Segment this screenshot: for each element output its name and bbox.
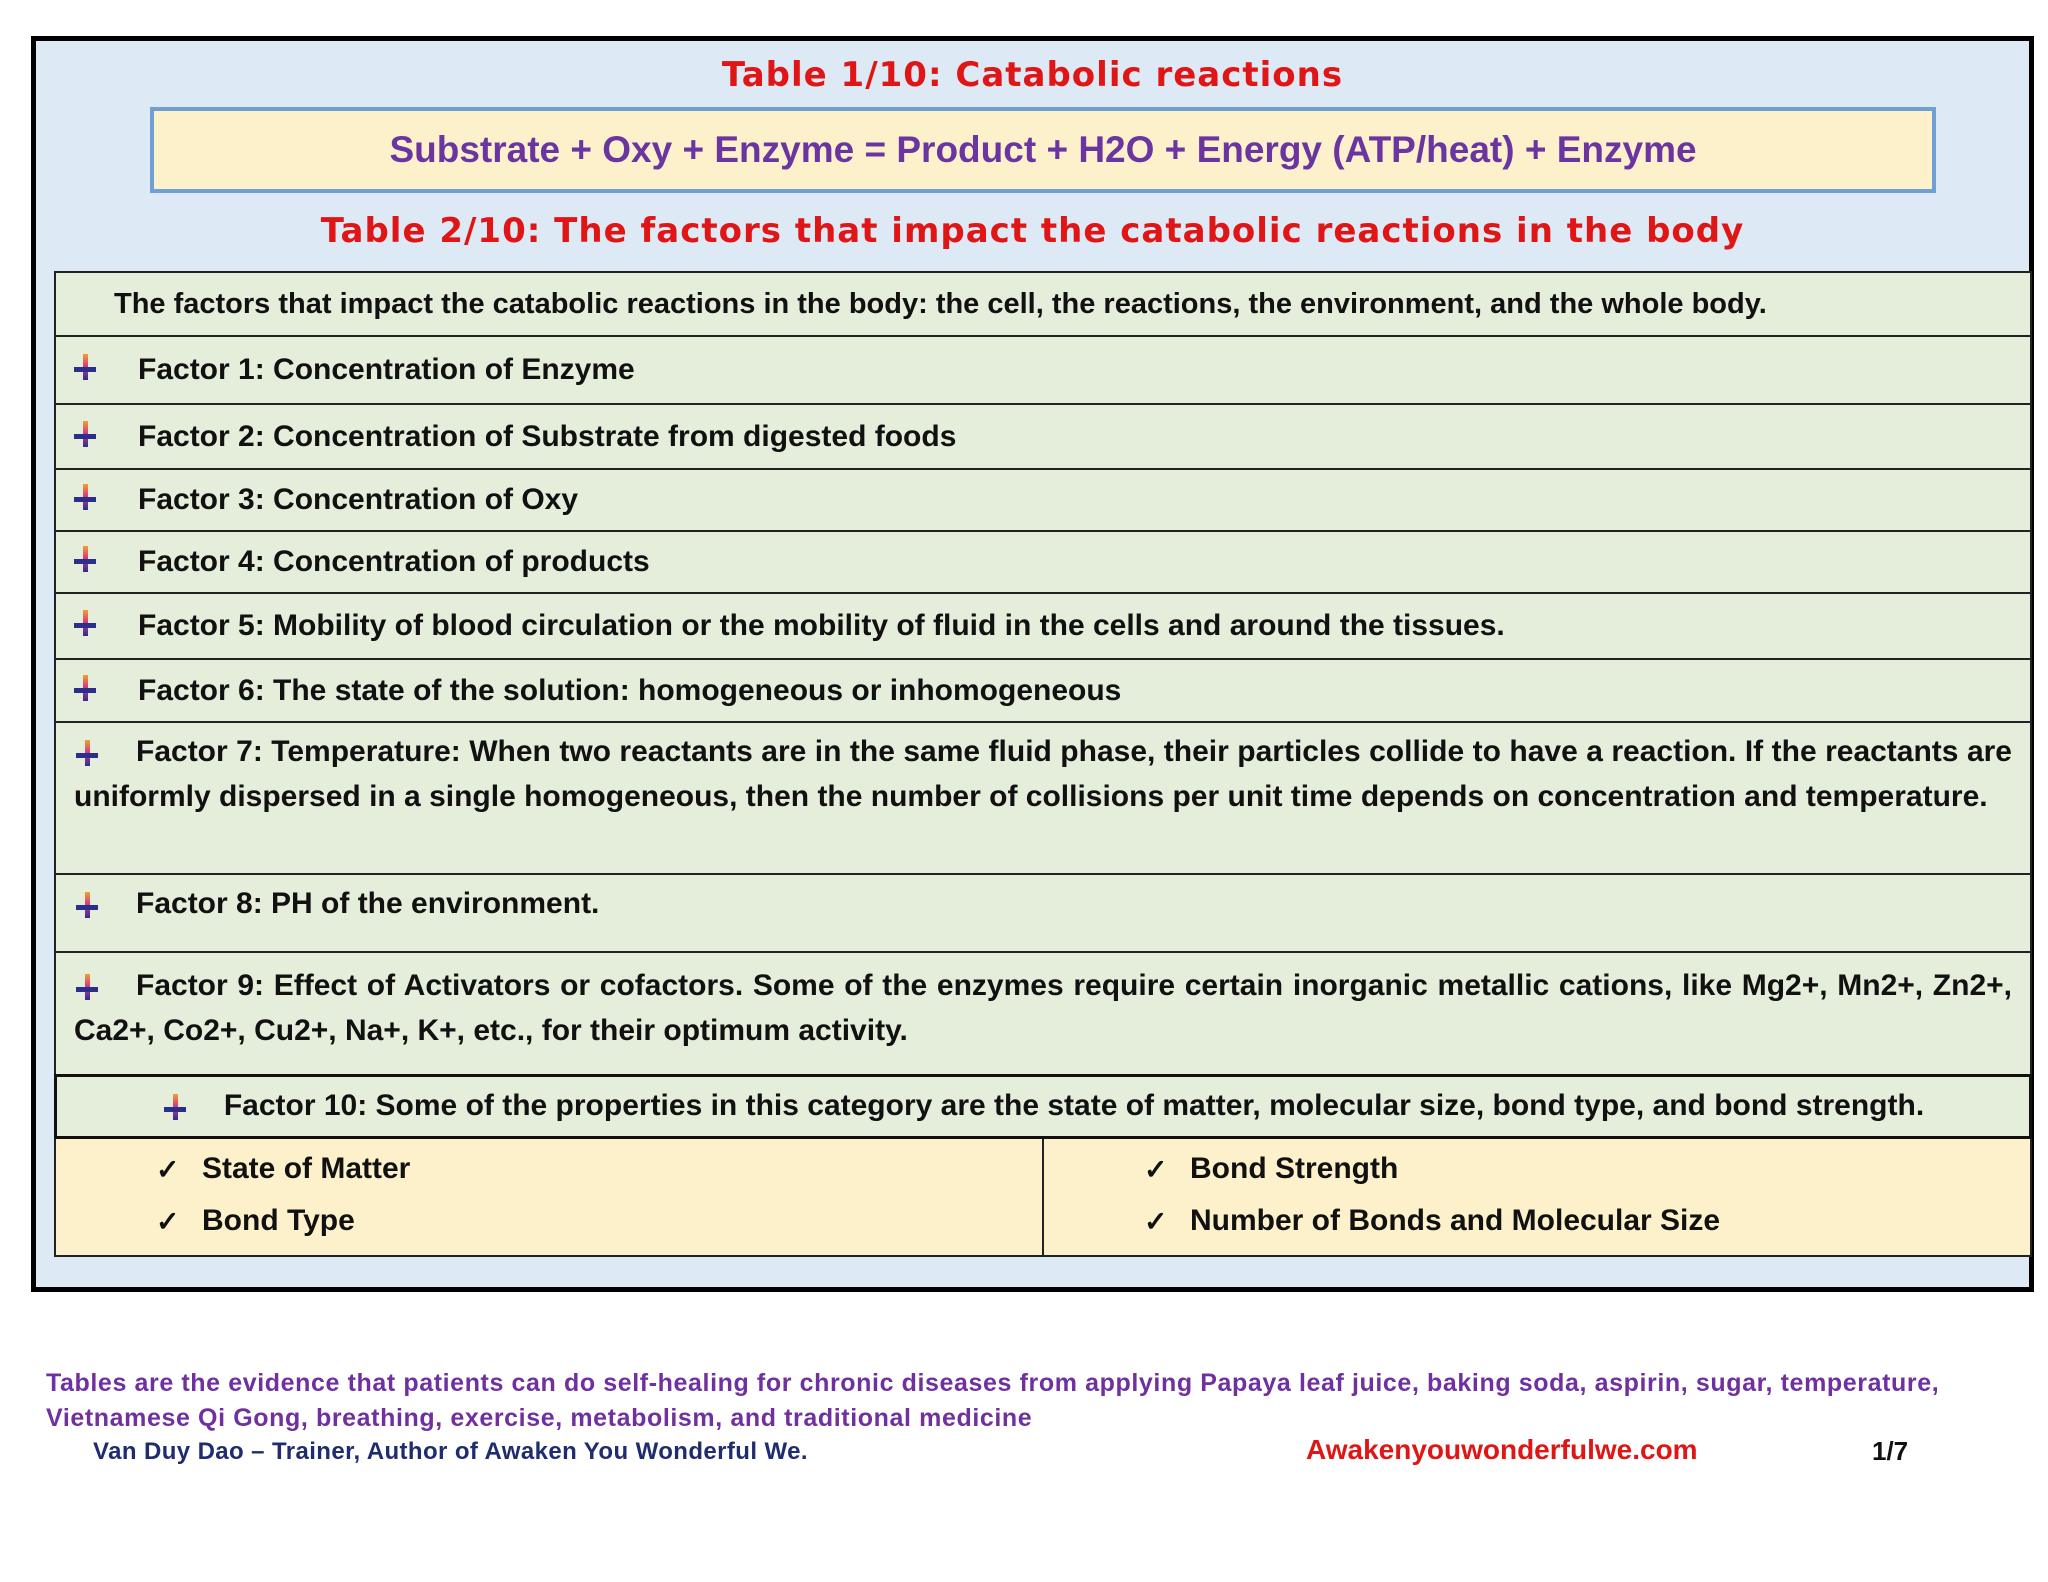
intro-row <box>56 273 2030 337</box>
bullet-icon <box>72 354 98 380</box>
check-icon: ✓ <box>1144 1153 1168 1185</box>
factor-10-row <box>54 1074 2032 1139</box>
factor-row <box>56 470 2030 532</box>
factor-row <box>56 337 2030 405</box>
check-icon: ✓ <box>156 1205 180 1237</box>
factor-text: Factor 8: PH of the environment. <box>136 887 600 920</box>
bullet-icon <box>72 546 98 572</box>
property-item: ✓ Number of Bonds and Molecular Size <box>1144 1204 1721 1237</box>
factor-row <box>56 953 2030 1075</box>
bullet-icon <box>74 974 100 1000</box>
properties-table <box>56 1139 2030 1255</box>
factor-text: Factor 5: Mobility of blood circulation or the mobility of fluid in the cells and around the tissues. <box>138 609 1505 642</box>
website-link[interactable]: Awakenyouwonderfulwe.com <box>1306 1434 1698 1465</box>
factor-row <box>56 875 2030 953</box>
bullet-icon <box>72 675 98 701</box>
factor-text: Factor 9: Effect of Activators or cofactors. Some of the enzymes require certain inorganic metallic cations, like Mg2+, Mn2+, Zn2+, Ca2+, Co2+, Cu2+, Na+, K+, etc., for their optimum activity. <box>74 969 2012 1047</box>
table1-title: Table 1/10: Catabolic reactions <box>721 55 1344 95</box>
content-frame <box>31 36 2034 1292</box>
page-number: 1/7 <box>1872 1436 1909 1466</box>
factor-text: Factor 7: Temperature: When two reactants are in the same fluid phase, their particles collide to have a reaction. If the reactants are uniformly dispersed in a single homogeneous, then the number of collisions per unit time depends on concentration and temperature. <box>74 735 2012 813</box>
bullet-icon <box>162 1094 188 1120</box>
bullet-icon <box>72 610 98 636</box>
factor-text: Factor 2: Concentration of Substrate from digested foods <box>138 419 957 453</box>
factor-text: Factor 10: Some of the properties in this category are the state of matter, molecular size, bond type, and bond strength. <box>223 1089 1925 1122</box>
equation-box <box>150 107 1936 193</box>
equation-text: Substrate + Oxy + Enzyme = Product + H2O + Energy (ATP/heat) + Enzyme <box>389 129 1697 170</box>
factor-text: Factor 6: The state of the solution: homogeneous or inhomogeneous <box>138 673 1122 707</box>
property-item: ✓ Bond Strength <box>1144 1152 1399 1185</box>
factor-row <box>56 594 2030 660</box>
footer-note: Tables are the evidence that patients can do self-healing for chronic diseases from applying Papaya leaf juice, baking soda, aspirin, sugar, temperature, Vietnamese Qi Gong, breathing, exercise, metabolism, and traditional medicine <box>46 1369 1940 1432</box>
check-icon: ✓ <box>156 1153 180 1185</box>
property-item: ✓ State of Matter <box>156 1152 411 1185</box>
check-icon: ✓ <box>1144 1205 1168 1237</box>
bullet-icon <box>72 484 98 510</box>
author-line: Van Duy Dao – Trainer, Author of Awaken You Wonderful We. <box>93 1438 808 1465</box>
intro-text: The factors that impact the catabolic reactions in the body: the cell, the reactions, the environment, and the whole body. <box>114 287 1767 320</box>
factor-row <box>56 532 2030 594</box>
factor-row <box>56 660 2030 723</box>
bullet-icon <box>74 740 100 766</box>
properties-right-column <box>1044 1139 2030 1255</box>
factor-row <box>56 405 2030 470</box>
table2-title: Table 2/10: The factors that impact the catabolic reactions in the body <box>320 211 1745 251</box>
bullet-icon <box>74 892 100 918</box>
factor-row <box>56 723 2030 875</box>
factor-text: Factor 1: Concentration of Enzyme <box>138 353 635 386</box>
properties-left-column <box>56 1139 1044 1255</box>
factors-table <box>54 271 2032 1257</box>
bullet-icon <box>72 421 98 447</box>
property-item: ✓ Bond Type <box>156 1204 355 1237</box>
factor-text: Factor 4: Concentration of products <box>138 545 650 578</box>
factor-text: Factor 3: Concentration of Oxy <box>138 483 579 516</box>
